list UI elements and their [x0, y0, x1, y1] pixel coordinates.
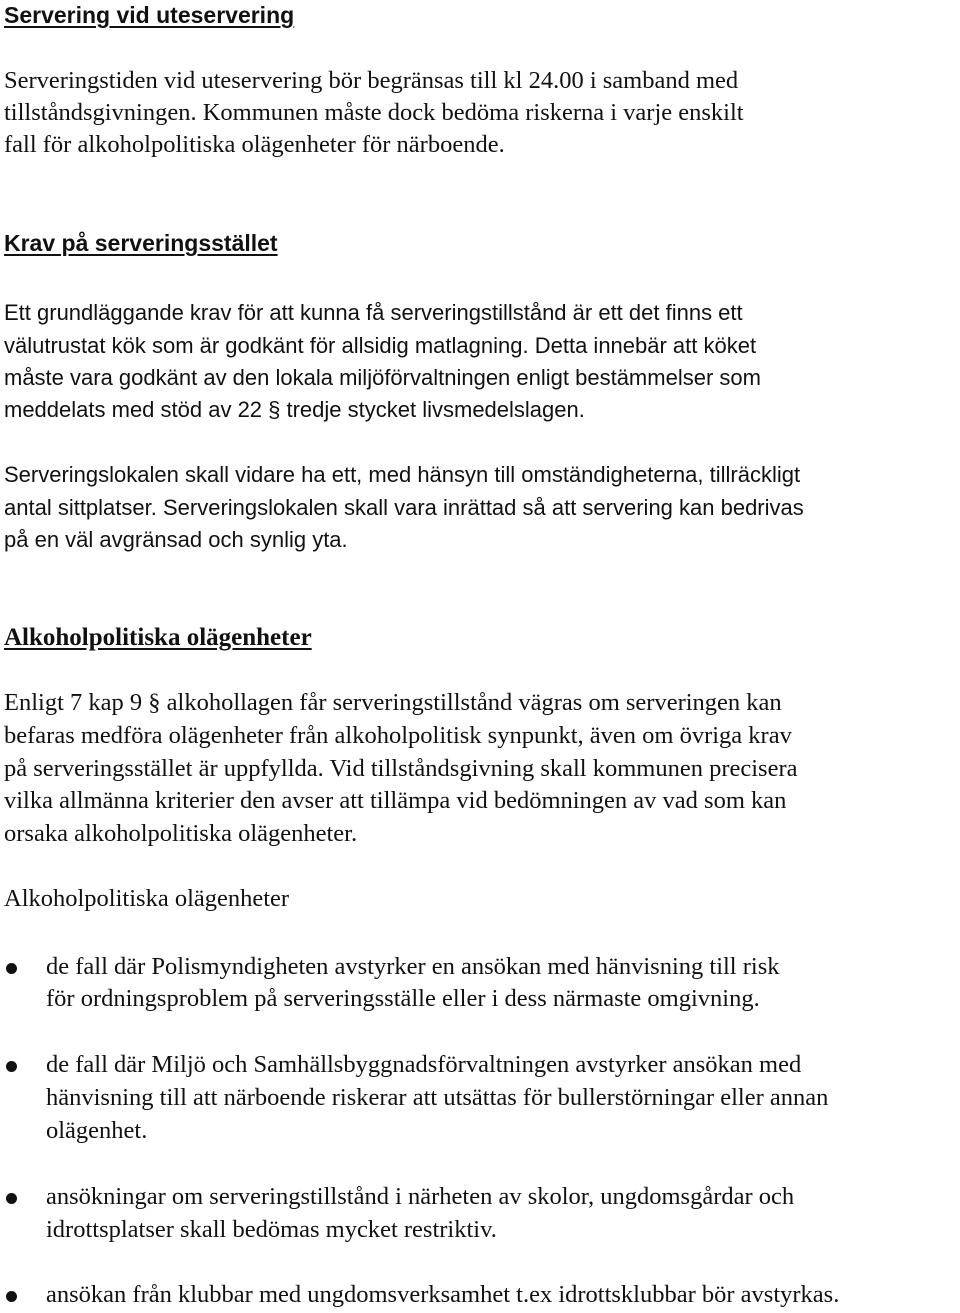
paragraph-line: Serveringslokalen skall vidare ha ett, med hänsyn till omständigheterna, tillräckligt — [4, 462, 801, 487]
list-item-line: de fall där Miljö och Samhällsbyggnadsförvaltningen avstyrker ansökan med — [46, 1051, 802, 1078]
list-item-line: ansökningar om serveringstillstånd i närheten av skolor, ungdomsgårdar och — [46, 1183, 795, 1210]
paragraph-line: Enligt 7 kap 9 § alkohollagen får serveringstillstånd vägras om serveringen kan — [4, 689, 782, 716]
paragraph-line — [4, 757, 798, 782]
paragraph-line: meddelats med stöd av 22 § tredje stycket livsmedelslagen. — [4, 397, 585, 422]
paragraph-line: måste vara godkänt av den lokala miljöförvaltningen enligt bestämmelser som — [4, 365, 761, 390]
paragraph-line — [4, 335, 756, 357]
section-heading-uteservering: Servering vid uteservering — [4, 2, 295, 28]
list-item-line: ansökan från klubbar med ungdomsverksamhet t.ex idrottsklubbar bör avstyrkas. — [46, 1281, 840, 1308]
list-intro: Alkoholpolitiska olägenheter — [4, 885, 290, 912]
bullet-icon — [6, 1061, 17, 1072]
list-item-line: hänvisning till att närboende riskerar att utsättas för bullerstörningar eller annan — [46, 1084, 829, 1111]
list-item-line: de fall där Polismyndigheten avstyrker en ansökan med hänvisning till risk — [46, 953, 780, 980]
paragraph-line: Ett grundläggande krav för att kunna få serveringstillstånd är ett det finns ett — [4, 300, 743, 325]
list-item-line: idrottsplatser skall bedömas mycket restriktiv. — [46, 1216, 497, 1243]
paragraph-line: orsaka alkoholpolitiska olägenheter. — [4, 820, 358, 847]
sentence: på serveringsstället är uppfyllda. — [4, 755, 324, 782]
paragraph-line: tillståndsgivningen. Kommunen måste dock bedöma riskerna i varje enskilt — [4, 99, 744, 126]
section-heading-olagenheter: Alkoholpolitiska olägenheter — [4, 624, 312, 651]
bullet-icon — [6, 1193, 17, 1204]
list-item-line: för ordningsproblem på serveringsställe eller i dess närmaste omgivning. — [46, 985, 760, 1012]
sentence: Vid tillståndsgivning skall kommunen precisera — [329, 755, 798, 782]
section-heading-krav: Krav på serveringsstället — [4, 230, 278, 256]
paragraph-line: Serveringstiden vid uteservering bör begränsas till kl 24.00 i samband med — [4, 67, 739, 94]
sentence: antal sittplatser. — [4, 495, 157, 520]
sentence: Detta innebär att köket — [534, 333, 757, 358]
paragraph-line: på en väl avgränsad och synlig yta. — [4, 527, 348, 552]
paragraph-line: fall för alkoholpolitiska olägenheter för närboende. — [4, 131, 505, 158]
paragraph-line: vilka allmänna kriterier den avser att tillämpa vid bedömningen av vad som kan — [4, 787, 787, 814]
bullet-icon — [6, 963, 17, 974]
paragraph-line — [4, 497, 804, 519]
sentence: Serveringslokalen skall vara inrättad så att servering kan bedrivas — [163, 495, 804, 520]
list-item-line: olägenhet. — [46, 1117, 148, 1144]
sentence: välutrustat kök som är godkänt för allsidig matlagning. — [4, 333, 529, 358]
paragraph-line: befaras medföra olägenheter från alkoholpolitisk synpunkt, även om övriga krav — [4, 722, 792, 749]
bullet-icon — [6, 1291, 17, 1302]
